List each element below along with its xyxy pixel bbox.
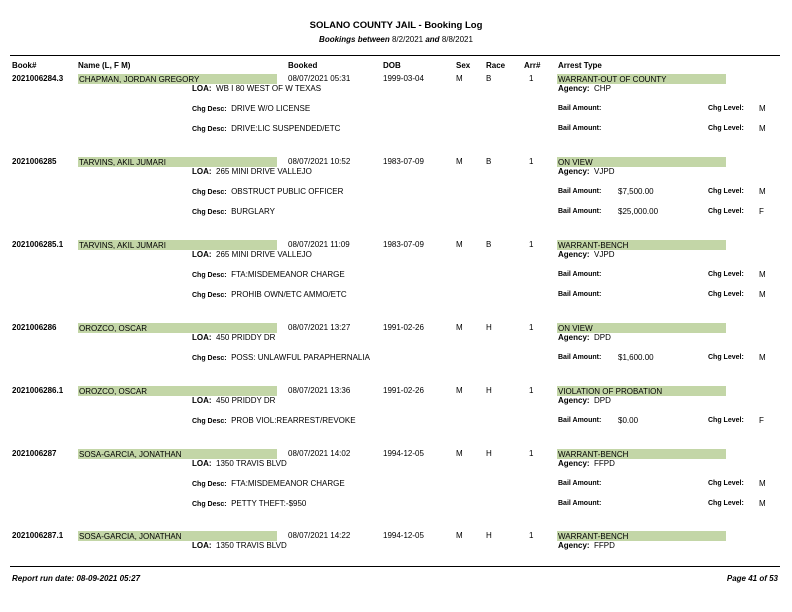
charge-description: [192, 479, 345, 488]
bail-amount-label: Bail Amount:: [558, 417, 602, 424]
charge-level-label: Chg Level:: [708, 500, 744, 507]
location-of-arrest-label: LOA:: [192, 250, 212, 259]
charge-description-label: Chg Desc:: [192, 106, 227, 113]
header-rule: [10, 55, 780, 56]
col-race: Race: [486, 61, 506, 70]
date-of-birth: 1983-07-09: [383, 240, 424, 249]
location-of-arrest-value: WB I 80 WEST OF W TEXAS: [216, 84, 322, 93]
charge-description-value: PROHIB OWN/ETC AMMO/ETC: [231, 290, 347, 299]
arrest-number: 1: [529, 240, 534, 249]
subtitle-and: and: [425, 35, 440, 44]
arresting-agency-value: VJPD: [594, 250, 615, 259]
charge-level-label: Chg Level:: [708, 417, 744, 424]
charge-description-label: Chg Desc:: [192, 481, 227, 488]
col-arr: Arr#: [524, 61, 541, 70]
date-of-birth: 1999-03-04: [383, 74, 424, 83]
charge-level-value: M: [759, 104, 766, 113]
bail-amount-value: $25,000.00: [618, 207, 659, 216]
arresting-agency: [558, 396, 611, 405]
arrest-number: 1: [529, 323, 534, 332]
arrest-number: 1: [529, 531, 534, 540]
charge-description-value: DRIVE W/O LICENSE: [231, 104, 311, 113]
location-of-arrest-value: 1350 TRAVIS BLVD: [216, 541, 287, 550]
sex-value: M: [456, 531, 463, 540]
arrest-number: 1: [529, 449, 534, 458]
booked-datetime: 08/07/2021 13:27: [288, 323, 351, 332]
booked-datetime: 08/07/2021 14:02: [288, 449, 351, 458]
inmate-name: CHAPMAN, JORDAN GREGORY: [78, 74, 277, 84]
bail-amount-value: $0.00: [618, 416, 639, 425]
charge-level-value: M: [759, 499, 766, 508]
charge-description-value: POSS: UNLAWFUL PARAPHERNALIA: [231, 353, 370, 362]
charge-description: [192, 207, 275, 216]
arresting-agency-value: DPD: [594, 333, 611, 342]
location-of-arrest: [192, 84, 321, 93]
charge-description-label: Chg Desc:: [192, 126, 227, 133]
location-of-arrest-value: 265 MINI DRIVE VALLEJO: [216, 167, 312, 176]
inmate-name: SOSA-GARCIA, JONATHAN: [78, 449, 277, 459]
date-of-birth: 1983-07-09: [383, 157, 424, 166]
charge-description: [192, 290, 347, 299]
sex-value: M: [456, 386, 463, 395]
book-number: 2021006287: [12, 449, 57, 458]
location-of-arrest-label: LOA:: [192, 396, 212, 405]
arresting-agency: [558, 333, 611, 342]
location-of-arrest-value: 450 PRIDDY DR: [216, 396, 276, 405]
location-of-arrest-value: 1350 TRAVIS BLVD: [216, 459, 287, 468]
date-of-birth: 1994-12-05: [383, 449, 424, 458]
report-title: SOLANO COUNTY JAIL - Booking Log: [309, 20, 483, 31]
location-of-arrest-value: 265 MINI DRIVE VALLEJO: [216, 250, 312, 259]
booked-datetime: 08/07/2021 14:22: [288, 531, 351, 540]
arresting-agency-label: Agency:: [558, 396, 590, 405]
book-number: 2021006287.1: [12, 531, 64, 540]
charge-level-label: Chg Level:: [708, 354, 744, 361]
arresting-agency-value: DPD: [594, 396, 611, 405]
charge-description-value: FTA:MISDEMEANOR CHARGE: [231, 479, 345, 488]
arresting-agency: [558, 541, 615, 550]
sex-value: M: [456, 74, 463, 83]
location-of-arrest-label: LOA:: [192, 167, 212, 176]
col-booked: Booked: [288, 61, 318, 70]
location-of-arrest-value: 450 PRIDDY DR: [216, 333, 276, 342]
charge-description: [192, 499, 306, 508]
inmate-name: OROZCO, OSCAR: [78, 386, 277, 396]
charge-level-value: F: [759, 207, 764, 216]
arrest-number: 1: [529, 74, 534, 83]
page-number: Page 41 of 53: [726, 574, 778, 583]
race-value: H: [486, 531, 492, 540]
bail-amount-label: Bail Amount:: [558, 105, 602, 112]
race-value: H: [486, 449, 492, 458]
charge-level-value: M: [759, 124, 766, 133]
charge-level-label: Chg Level:: [708, 105, 744, 112]
date-of-birth: 1991-02-26: [383, 323, 424, 332]
charge-level-value: M: [759, 290, 766, 299]
charge-description: [192, 353, 370, 362]
charge-description-label: Chg Desc:: [192, 272, 227, 279]
charge-level-label: Chg Level:: [708, 188, 744, 195]
charge-description-label: Chg Desc:: [192, 501, 227, 508]
arresting-agency-value: FFPD: [594, 459, 615, 468]
booked-datetime: 08/07/2021 10:52: [288, 157, 351, 166]
location-of-arrest: [192, 541, 287, 550]
inmate-name: SOSA-GARCIA, JONATHAN: [78, 531, 277, 541]
col-arrest-type: Arrest Type: [558, 61, 602, 70]
arresting-agency-label: Agency:: [558, 459, 590, 468]
charge-level-label: Chg Level:: [708, 480, 744, 487]
col-book: Book#: [12, 61, 37, 70]
race-value: B: [486, 240, 492, 249]
inmate-name: TARVINS, AKIL JUMARI: [78, 157, 277, 167]
location-of-arrest: [192, 250, 312, 259]
location-of-arrest: [192, 396, 275, 405]
location-of-arrest-label: LOA:: [192, 333, 212, 342]
bail-amount-label: Bail Amount:: [558, 271, 602, 278]
charge-description-value: OBSTRUCT PUBLIC OFFICER: [231, 187, 344, 196]
arrest-type: WARRANT-BENCH: [557, 449, 726, 459]
arresting-agency-value: FFPD: [594, 541, 615, 550]
location-of-arrest-label: LOA:: [192, 459, 212, 468]
arresting-agency-label: Agency:: [558, 84, 590, 93]
arrest-number: 1: [529, 157, 534, 166]
bail-amount-label: Bail Amount:: [558, 500, 602, 507]
sex-value: M: [456, 449, 463, 458]
booked-datetime: 08/07/2021 11:09: [288, 240, 350, 249]
col-dob: DOB: [383, 61, 401, 70]
date-from: 8/2/2021: [391, 35, 424, 44]
arrest-type: VIOLATION OF PROBATION: [557, 386, 726, 396]
book-number: 2021006285: [12, 157, 57, 166]
book-number: 2021006286.1: [12, 386, 64, 395]
bail-amount-value: $1,600.00: [618, 353, 654, 362]
arrest-type: ON VIEW: [557, 157, 726, 167]
charge-description: [192, 416, 356, 425]
charge-level-label: Chg Level:: [708, 291, 744, 298]
charge-description-label: Chg Desc:: [192, 189, 227, 196]
book-number: 2021006284.3: [12, 74, 64, 83]
charge-description-value: FTA:MISDEMEANOR CHARGE: [231, 270, 345, 279]
charge-level-value: M: [759, 187, 766, 196]
arresting-agency-label: Agency:: [558, 167, 590, 176]
bail-amount-label: Bail Amount:: [558, 188, 602, 195]
charge-description: [192, 187, 343, 196]
bail-amount-label: Bail Amount:: [558, 125, 602, 132]
charge-level-value: M: [759, 353, 766, 362]
col-name: Name (L, F M): [78, 61, 131, 70]
inmate-name: OROZCO, OSCAR: [78, 323, 277, 333]
race-value: H: [486, 386, 492, 395]
report-subtitle: [0, 35, 792, 44]
bail-amount-label: Bail Amount:: [558, 208, 602, 215]
location-of-arrest-label: LOA:: [192, 541, 212, 550]
arresting-agency: [558, 459, 615, 468]
arrest-number: 1: [529, 386, 534, 395]
sex-value: M: [456, 240, 463, 249]
subtitle-prefix: Bookings between: [319, 35, 390, 44]
charge-description-value: PETTY THEFT:-$950: [231, 499, 307, 508]
race-value: H: [486, 323, 492, 332]
arresting-agency-value: CHP: [594, 84, 611, 93]
race-value: B: [486, 157, 492, 166]
arresting-agency: [558, 250, 614, 259]
date-to: 8/8/2021: [441, 35, 473, 44]
footer-rule: [10, 566, 780, 567]
charge-description-value: DRIVE:LIC SUSPENDED/ETC: [231, 124, 341, 133]
inmate-name: TARVINS, AKIL JUMARI: [78, 240, 277, 250]
date-of-birth: 1991-02-26: [383, 386, 424, 395]
charge-level-value: M: [759, 270, 766, 279]
charge-level-label: Chg Level:: [708, 208, 744, 215]
booked-datetime: 08/07/2021 13:36: [288, 386, 351, 395]
bail-amount-label: Bail Amount:: [558, 480, 602, 487]
charge-description-value: PROB VIOL:REARREST/REVOKE: [231, 416, 356, 425]
charge-level-label: Chg Level:: [708, 125, 744, 132]
bail-amount-value: $7,500.00: [618, 187, 654, 196]
location-of-arrest-label: LOA:: [192, 84, 212, 93]
sex-value: M: [456, 323, 463, 332]
charge-level-label: Chg Level:: [708, 271, 744, 278]
charge-level-value: M: [759, 479, 766, 488]
date-of-birth: 1994-12-05: [383, 531, 424, 540]
arresting-agency: [558, 167, 614, 176]
charge-description-value: BURGLARY: [231, 207, 275, 216]
charge-description-label: Chg Desc:: [192, 209, 227, 216]
arresting-agency-label: Agency:: [558, 541, 590, 550]
report-run-date: Report run date: 08-09-2021 05:27: [12, 574, 141, 583]
arresting-agency-value: VJPD: [594, 167, 615, 176]
arresting-agency-label: Agency:: [558, 333, 590, 342]
location-of-arrest: [192, 333, 275, 342]
location-of-arrest: [192, 459, 287, 468]
location-of-arrest: [192, 167, 312, 176]
charge-description-label: Chg Desc:: [192, 292, 227, 299]
charge-description: [192, 270, 345, 279]
arrest-type: ON VIEW: [557, 323, 726, 333]
book-number: 2021006286: [12, 323, 57, 332]
charge-description-label: Chg Desc:: [192, 418, 227, 425]
charge-level-value: F: [759, 416, 764, 425]
charge-description: [192, 104, 310, 113]
sex-value: M: [456, 157, 463, 166]
book-number: 2021006285.1: [12, 240, 64, 249]
booked-datetime: 08/07/2021 05:31: [288, 74, 351, 83]
arrest-type: WARRANT-BENCH: [557, 531, 726, 541]
arrest-type: WARRANT-BENCH: [557, 240, 726, 250]
arresting-agency: [558, 84, 611, 93]
col-sex: Sex: [456, 61, 471, 70]
race-value: B: [486, 74, 492, 83]
bail-amount-label: Bail Amount:: [558, 291, 602, 298]
arresting-agency-label: Agency:: [558, 250, 590, 259]
charge-description: [192, 124, 340, 133]
bail-amount-label: Bail Amount:: [558, 354, 602, 361]
charge-description-label: Chg Desc:: [192, 355, 227, 362]
arrest-type: WARRANT-OUT OF COUNTY: [557, 74, 726, 84]
